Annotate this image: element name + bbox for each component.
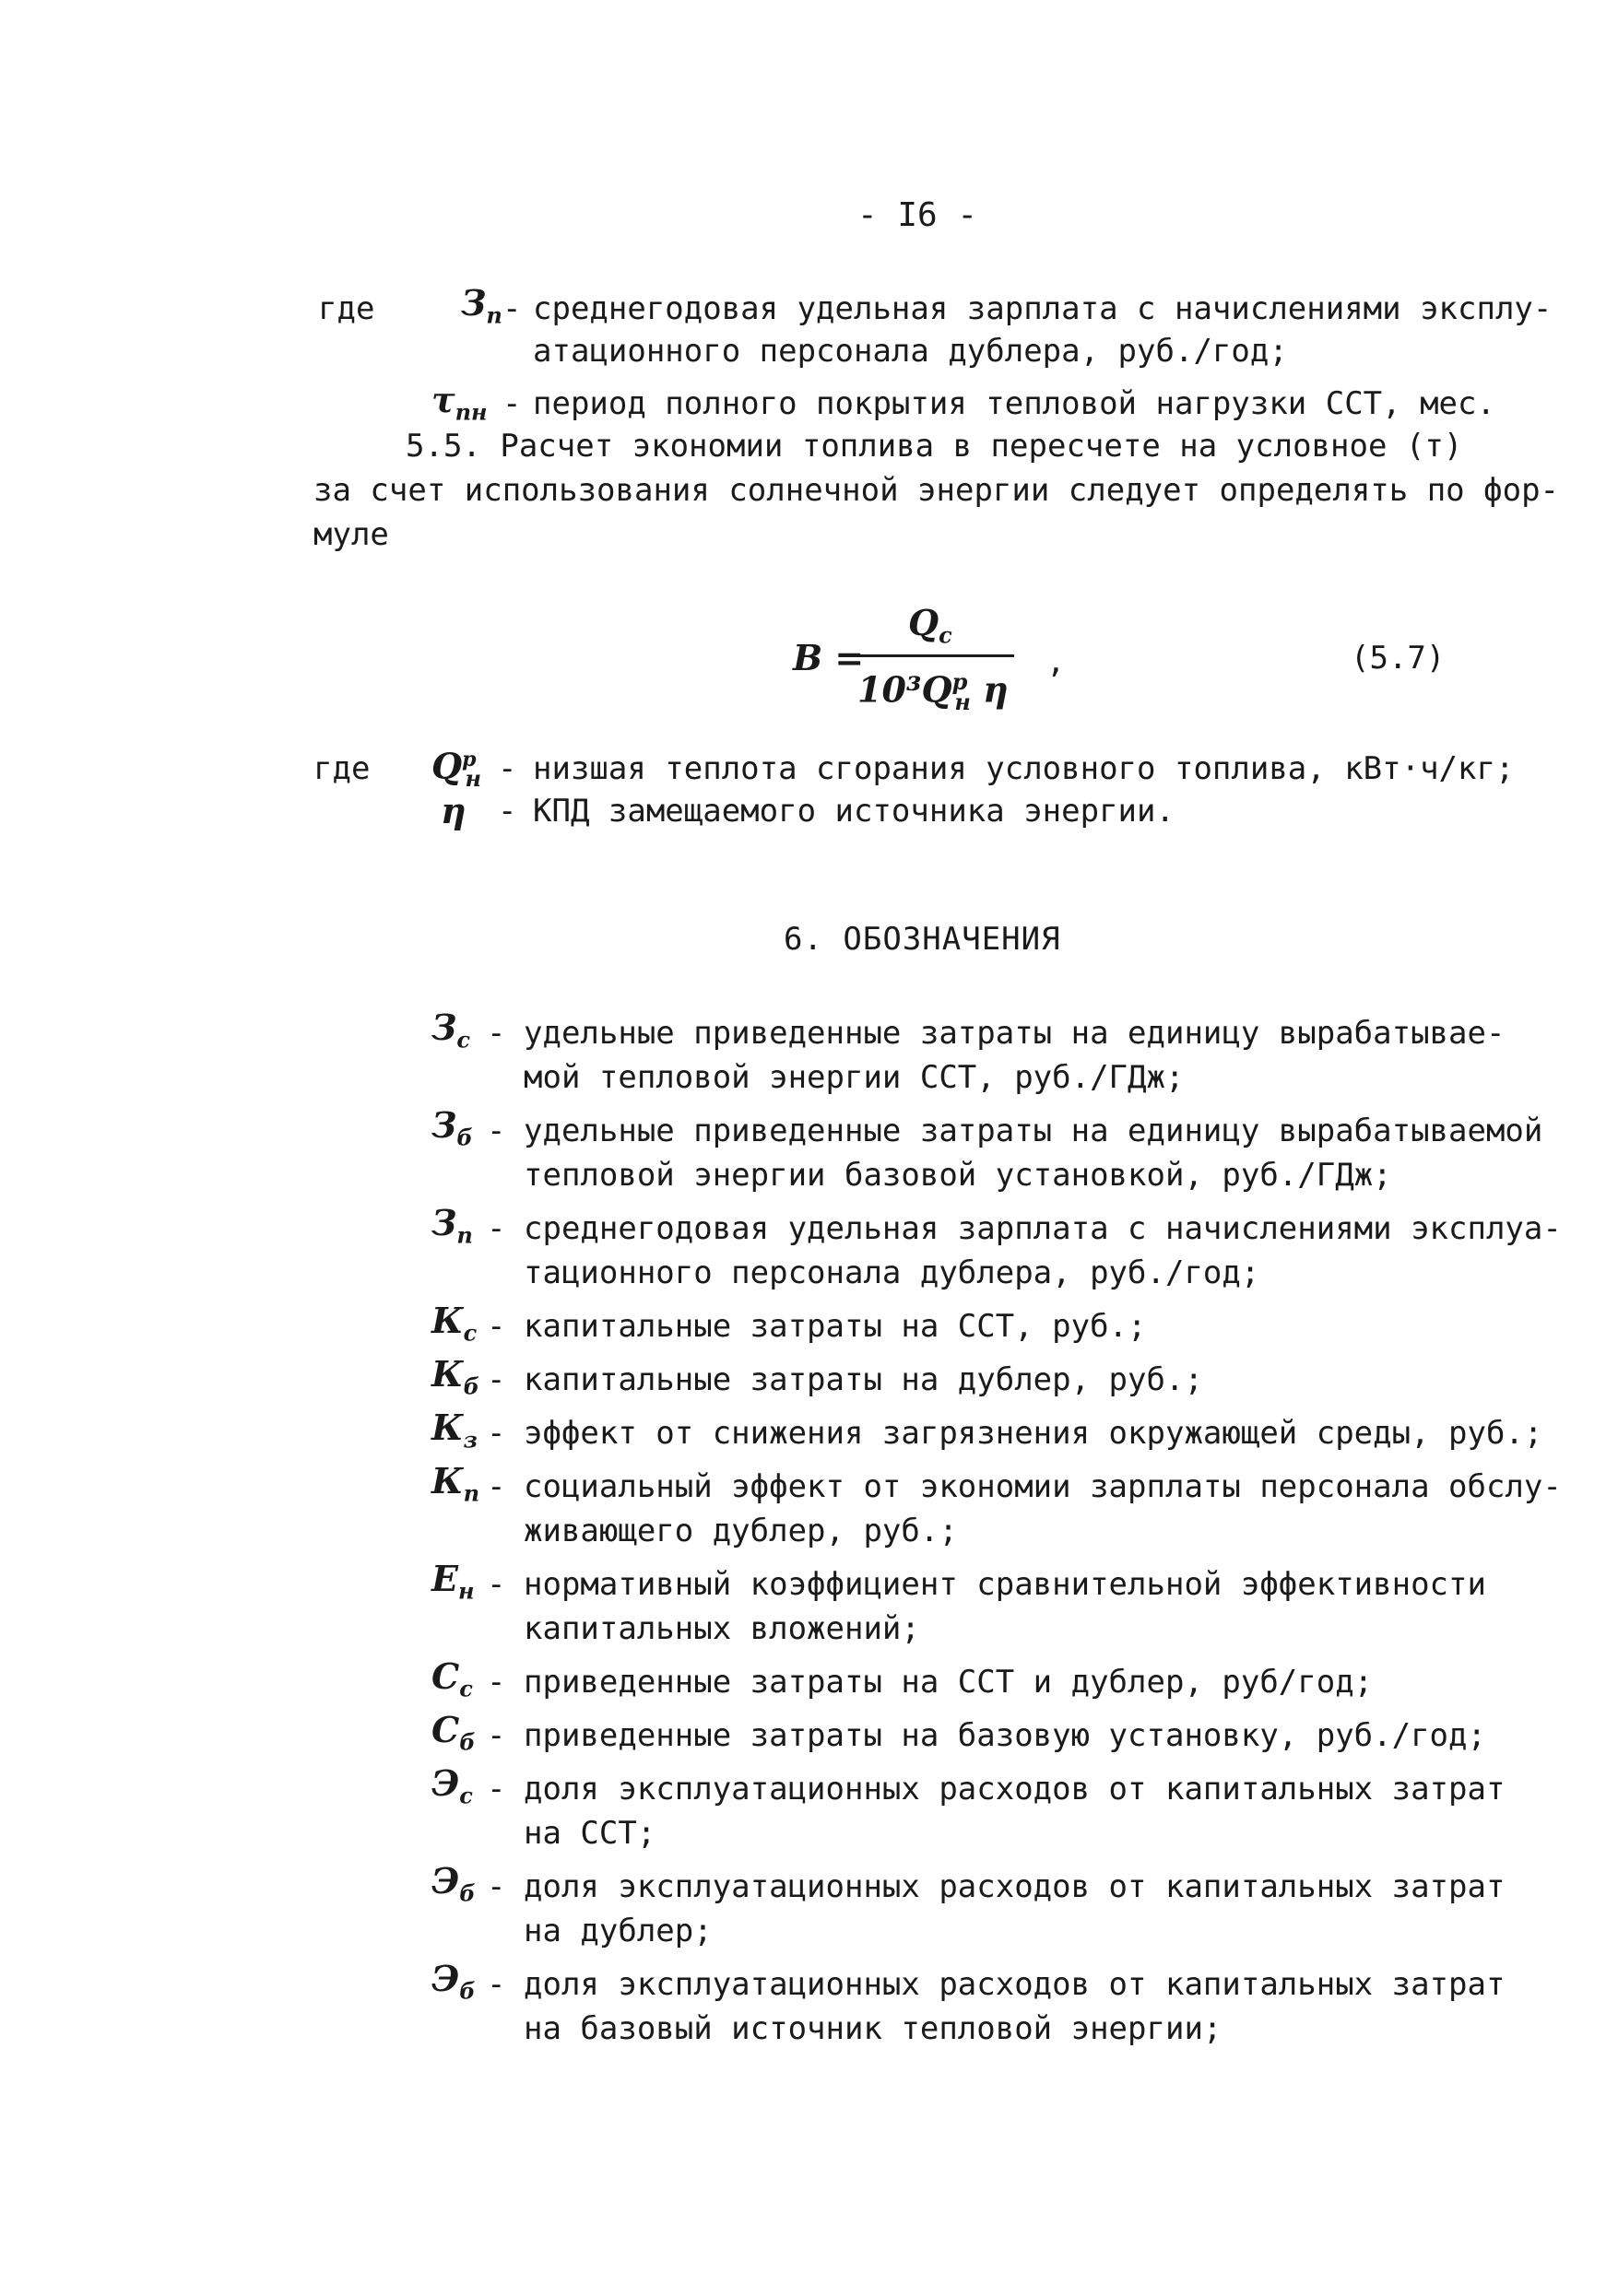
- formula-number: (5.7): [1351, 640, 1446, 677]
- notation-dash: -: [487, 1468, 506, 1505]
- notation-description: удельные приведенные затраты на единицу вырабатываемой: [524, 1113, 1543, 1149]
- notation-description: живающего дублер, руб.;: [524, 1513, 958, 1549]
- notation-description: приведенные затраты на базовую установку, руб./год;: [524, 1717, 1486, 1754]
- definition-dash: -: [502, 385, 522, 422]
- paragraph-line: муле: [313, 516, 389, 553]
- page-number: - I6 -: [857, 196, 978, 234]
- notation-dash: -: [487, 1566, 506, 1603]
- definition-dash: -: [498, 750, 517, 787]
- formula-5-7: [793, 599, 1069, 719]
- notation-description: на дублер;: [524, 1913, 713, 1949]
- where-label: где: [313, 750, 371, 787]
- notation-description: на базовый источник тепловой энергии;: [524, 2010, 1222, 2047]
- notation-symbol: $С_с$: [431, 1655, 473, 1702]
- notation-symbol: $К_з$: [431, 1407, 478, 1454]
- formula-denominator: $10^3Q^р_н$ η: [857, 668, 1009, 716]
- definition-text: низшая теплота сгорания условного топлива, кВт·ч/кг;: [533, 750, 1515, 787]
- notation-symbol: $К_п$: [431, 1460, 480, 1507]
- notation-dash: -: [487, 1664, 506, 1701]
- notation-dash: -: [487, 1771, 506, 1807]
- notation-description: капитальные затраты на ССТ, руб.;: [524, 1308, 1147, 1345]
- notation-symbol: $Е_н$: [431, 1558, 475, 1605]
- notation-description: нормативный коэффициент сравнительной эффективности: [524, 1566, 1486, 1603]
- definition-dash: -: [502, 290, 522, 327]
- notation-dash: -: [487, 1210, 506, 1247]
- notation-dash: -: [487, 1966, 506, 2003]
- notation-symbol: $З_п$: [431, 1202, 473, 1249]
- notation-dash: -: [487, 1717, 506, 1754]
- notation-dash: -: [487, 1361, 506, 1398]
- where-label: где: [318, 290, 375, 327]
- symbol-q-lower-heat: $Q^р_н$: [431, 745, 481, 793]
- notation-dash: -: [487, 1113, 506, 1149]
- notation-description: удельные приведенные затраты на единицу вырабатывае-: [524, 1015, 1506, 1052]
- formula-fraction: [857, 599, 1014, 719]
- formula-comma: ,: [1046, 643, 1066, 680]
- paragraph-line: 5.5. Расчет экономии топлива в пересчете на условное (т): [406, 428, 1463, 465]
- notation-symbol: $К_б$: [431, 1353, 479, 1400]
- fraction-bar: [857, 654, 1014, 657]
- definition-text: период полного покрытия тепловой нагрузки ССТ, мес.: [533, 385, 1495, 422]
- formula-numerator: $Q_с$: [908, 602, 952, 649]
- notation-description: тепловой энергии базовой установкой, руб./ГДж;: [524, 1157, 1392, 1194]
- symbol-zp: $З_п$: [461, 282, 502, 329]
- notation-description: эффект от снижения загрязнения окружающей среды, руб.;: [524, 1415, 1543, 1452]
- notation-description: на ССТ;: [524, 1815, 656, 1852]
- notation-symbol: $С_б$: [431, 1709, 476, 1756]
- notation-symbol: $К_с$: [431, 1300, 478, 1347]
- notation-description: тационного персонала дублера, руб./год;: [524, 1254, 1260, 1291]
- definition-text: КПД замещаемого источника энергии.: [533, 793, 1175, 830]
- definition-text: атационного персонала дублера, руб./год;: [533, 333, 1288, 370]
- notation-description: мой тепловой энергии ССТ, руб./ГДж;: [524, 1059, 1185, 1096]
- notation-description: среднегодовая удельная зарплата с начислениями эксплуа-: [524, 1210, 1562, 1247]
- notation-symbol: $Э_с$: [431, 1762, 473, 1809]
- paragraph-line: за счет использования солнечной энергии следует определять по фор-: [313, 472, 1560, 509]
- notation-description: социальный эффект от экономии зарплаты персонала обслу-: [524, 1468, 1562, 1505]
- notation-symbol: $Э_б$: [431, 1958, 476, 2005]
- notation-description: капитальных вложений;: [524, 1610, 920, 1647]
- formula-lhs: В =: [793, 637, 865, 678]
- symbol-eta: η: [441, 790, 467, 831]
- section-title: 6. ОБОЗНАЧЕНИЯ: [784, 921, 1061, 958]
- notation-description: приведенные затраты на ССТ и дублер, руб/год;: [524, 1664, 1374, 1701]
- notation-description: доля эксплуатационных расходов от капитальных затрат: [524, 1966, 1506, 2003]
- notation-dash: -: [487, 1308, 506, 1345]
- notation-dash: -: [487, 1015, 506, 1052]
- notation-symbol: $Э_б$: [431, 1860, 476, 1907]
- notation-description: доля эксплуатационных расходов от капитальных затрат: [524, 1771, 1506, 1807]
- notation-symbol: $З_с$: [431, 1007, 471, 1054]
- definition-dash: -: [498, 793, 517, 830]
- symbol-tau-pn: $\tau_{пн}$: [431, 379, 488, 426]
- notation-dash: -: [487, 1415, 506, 1452]
- definition-text: среднегодовая удельная зарплата с начислениями эксплу-: [533, 290, 1553, 327]
- notation-symbol: $З_б$: [431, 1104, 473, 1151]
- notation-dash: -: [487, 1868, 506, 1905]
- notation-description: доля эксплуатационных расходов от капитальных затрат: [524, 1868, 1506, 1905]
- notation-description: капитальные затраты на дублер, руб.;: [524, 1361, 1203, 1398]
